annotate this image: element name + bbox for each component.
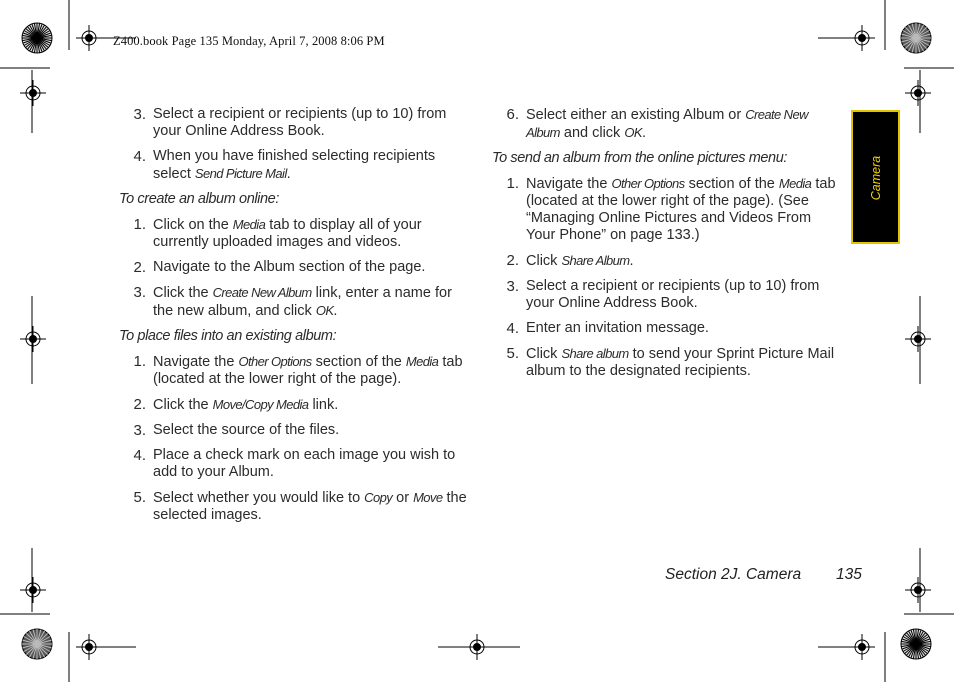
step-text-run: tab to display all of your currently uploaded images and videos. <box>153 217 422 250</box>
procedure-subheading: To place files into an existing album: <box>119 328 337 344</box>
ui-term: Create New Album <box>212 285 312 300</box>
step-number: 2. <box>506 252 519 269</box>
step-number: 5. <box>506 345 519 362</box>
step-list <box>492 175 844 380</box>
ui-term: Share album <box>561 346 629 361</box>
procedure-subheading: To send an album from the online pictures menu: <box>492 150 788 166</box>
step-item <box>119 259 474 276</box>
ui-term: Move <box>413 490 443 505</box>
procedure-subheading: To create an album online: <box>119 191 279 207</box>
step-item <box>119 216 474 251</box>
step-number: 3. <box>133 106 146 123</box>
chapter-side-tab <box>851 110 900 244</box>
right-column <box>492 106 844 388</box>
left-column <box>119 106 474 532</box>
step-number: 3. <box>133 284 146 301</box>
step-text-run: Click on the <box>153 217 233 233</box>
step-text-run: . <box>641 125 646 141</box>
step-text-run: . <box>333 303 338 319</box>
step-text-run: section of the <box>684 176 779 192</box>
step-text <box>153 353 474 388</box>
step-item <box>492 252 844 270</box>
step-item <box>119 489 474 524</box>
step-number: 2. <box>133 259 146 276</box>
ui-term: Share Album <box>561 253 630 268</box>
step-list <box>119 106 474 183</box>
step-text <box>526 175 844 244</box>
step-number: 4. <box>506 320 519 337</box>
step-text-run: tab (located at the lower right of the page). (See “Managing Online Pictures and Videos From Your Phone” on page 133.) <box>526 176 836 243</box>
step-text-run: Select the source of the files. <box>153 422 340 438</box>
step-text <box>153 422 474 439</box>
step-list <box>119 216 474 320</box>
step-text <box>526 106 844 142</box>
step-text <box>526 345 844 380</box>
step-item <box>119 284 474 320</box>
step-text-run: Navigate to the Album section of the page. <box>153 259 426 275</box>
step-text <box>526 320 844 337</box>
step-text <box>153 148 474 183</box>
step-text-run: to send your Sprint Picture Mail album to the designated recipients. <box>526 346 835 379</box>
step-text <box>526 252 844 270</box>
step-item <box>492 175 844 244</box>
step-text-run: the selected images. <box>153 490 467 523</box>
step-list <box>119 353 474 524</box>
ui-term: Media <box>778 176 812 191</box>
step-text <box>153 216 474 251</box>
step-text-run: or <box>392 490 414 506</box>
step-text <box>153 489 474 524</box>
step-item <box>119 148 474 183</box>
print-job-header: Z400.book Page 135 Monday, April 7, 2008 8:06 PM <box>113 34 385 48</box>
ui-term: OK <box>624 125 642 140</box>
chapter-tab-label: Camera <box>868 155 883 201</box>
step-item <box>119 447 474 481</box>
step-text-run: Enter an invitation message. <box>526 320 709 336</box>
step-text <box>153 106 474 140</box>
step-number: 4. <box>133 148 146 165</box>
step-text-run: Navigate the <box>526 176 612 192</box>
step-text <box>153 447 474 481</box>
step-number: 5. <box>133 489 146 506</box>
ui-term: OK <box>315 303 334 318</box>
step-item <box>119 353 474 388</box>
step-text-run: Click the <box>153 285 213 301</box>
ui-term: Other Options <box>611 176 685 191</box>
step-number: 3. <box>133 422 146 439</box>
step-item <box>492 278 844 312</box>
step-number: 1. <box>506 175 519 192</box>
step-text-run: Navigate the <box>153 354 239 370</box>
footer-page-number: 135 <box>836 566 862 583</box>
step-item <box>119 396 474 414</box>
step-item <box>119 106 474 140</box>
step-list <box>492 106 844 142</box>
step-text-run: section of the <box>311 354 406 370</box>
ui-term: Copy <box>364 490 393 505</box>
step-text-run: Select whether you would like to <box>153 490 365 506</box>
step-text-run: Select either an existing Album or <box>526 107 746 123</box>
step-number: 1. <box>133 353 146 370</box>
step-text-run: Click <box>526 346 562 362</box>
step-text-run: . <box>286 166 291 182</box>
ui-term: Create New Album <box>526 107 808 140</box>
step-text-run: Select a recipient or recipients (up to 10) from your Online Address Book. <box>153 106 447 139</box>
step-number: 4. <box>133 447 146 464</box>
ui-term: Send Picture Mail <box>194 166 287 181</box>
step-text <box>526 278 844 312</box>
step-text <box>153 396 474 414</box>
step-text-run: link, enter a name for the new album, and click <box>153 285 452 319</box>
step-number: 3. <box>506 278 519 295</box>
step-number: 6. <box>506 106 519 123</box>
step-text <box>153 259 474 276</box>
step-item <box>492 345 844 380</box>
ui-term: Other Options <box>238 354 312 369</box>
step-text-run: Click the <box>153 397 213 413</box>
step-text-run: tab (located at the lower right of the page). <box>153 354 463 387</box>
step-text <box>153 284 474 320</box>
step-number: 2. <box>133 396 146 413</box>
step-text-run: When you have finished selecting recipients select <box>153 148 436 182</box>
step-item <box>119 422 474 439</box>
footer-section-title: Section 2J. Camera <box>665 566 802 583</box>
step-text-run: and click <box>559 125 625 141</box>
step-text-run: Select a recipient or recipients (up to 10) from your Online Address Book. <box>526 278 820 311</box>
ui-term: Move/Copy Media <box>212 397 309 412</box>
step-item <box>492 320 844 337</box>
step-text-run: link. <box>308 397 339 413</box>
step-text-run: Click <box>526 253 562 269</box>
step-number: 1. <box>133 216 146 233</box>
ui-term: Media <box>232 217 266 232</box>
step-text-run: . <box>629 253 634 269</box>
ui-term: Media <box>405 354 439 369</box>
step-item <box>492 106 844 142</box>
step-text-run: Place a check mark on each image you wish to add to your Album. <box>153 447 456 480</box>
